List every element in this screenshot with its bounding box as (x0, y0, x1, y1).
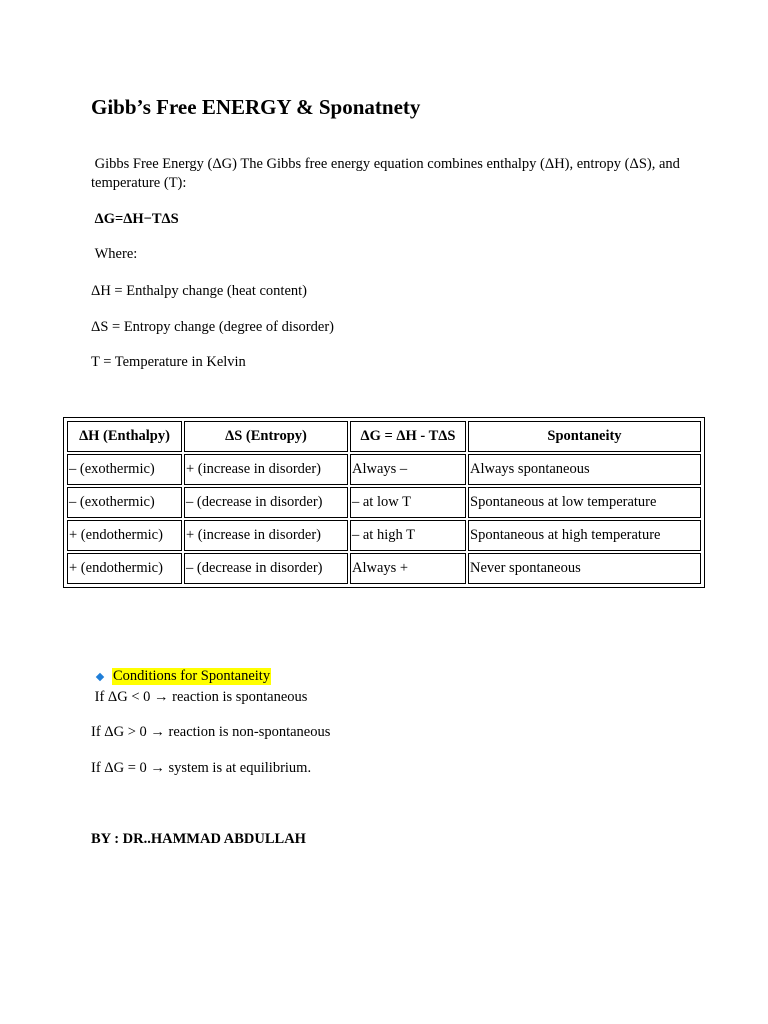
intro-paragraph (91, 155, 691, 193)
author-line: BY : DR..HAMMAD ABDULLAH (91, 831, 306, 847)
table-header-cell: ΔS (Entropy) (184, 421, 348, 452)
conditions-heading (97, 668, 271, 685)
condition-equilibrium: If ΔG = 0 → system is at equilibrium. (91, 760, 312, 776)
table-header-cell: ΔH (Enthalpy) (67, 421, 182, 452)
equation-text: ΔG=ΔH−TΔS (94, 211, 179, 227)
table-cell: – (exothermic) (67, 487, 182, 518)
condition-spontaneous-text: If ΔG < 0 → reaction is spontaneous (94, 689, 308, 705)
table-cell: Spontaneous at high temperature (468, 520, 701, 551)
equation (91, 210, 179, 229)
where-label-text: Where: (94, 246, 138, 262)
table-cell: Spontaneous at low temperature (468, 487, 701, 518)
table-row (67, 553, 701, 584)
where-label (91, 245, 137, 264)
table-cell: + (endothermic) (67, 520, 182, 551)
table-row (67, 454, 701, 485)
table-cell: – (decrease in disorder) (184, 487, 348, 518)
table-cell: – at low T (350, 487, 466, 518)
table-header-cell: Spontaneity (468, 421, 701, 452)
table-row (67, 520, 701, 551)
table-cell: Never spontaneous (468, 553, 701, 584)
spontaneity-table (63, 417, 705, 588)
table-row (67, 487, 701, 518)
table-cell: – (decrease in disorder) (184, 553, 348, 584)
table-header-row (67, 421, 701, 452)
conditions-heading-text: Conditions for Spontaneity (113, 668, 271, 684)
definition-enthalpy: ΔH = Enthalpy change (heat content) (91, 283, 307, 299)
table-cell: + (endothermic) (67, 553, 182, 584)
table-cell: Always + (350, 553, 466, 584)
definition-entropy: ΔS = Entropy change (degree of disorder) (91, 319, 334, 335)
intro-text: Gibbs Free Energy (ΔG) The Gibbs free energy equation combines enthalpy (ΔH), entropy (ΔS), and temperature (T): (91, 156, 680, 191)
table-cell: – at high T (350, 520, 466, 551)
condition-spontaneous (91, 688, 307, 707)
table-cell: Always – (350, 454, 466, 485)
table-cell: Always spontaneous (468, 454, 701, 485)
table-cell: – (exothermic) (67, 454, 182, 485)
table-cell: + (increase in disorder) (184, 520, 348, 551)
table-header-cell: ΔG = ΔH - TΔS (350, 421, 466, 452)
document-title: Gibb’s Free ENERGY & Sponatnety (91, 95, 421, 119)
condition-non-spontaneous: If ΔG > 0 → reaction is non-spontaneous (91, 724, 331, 740)
definition-temperature: T = Temperature in Kelvin (91, 354, 246, 370)
table-cell: + (increase in disorder) (184, 454, 348, 485)
diamond-bullet-icon (96, 672, 104, 680)
